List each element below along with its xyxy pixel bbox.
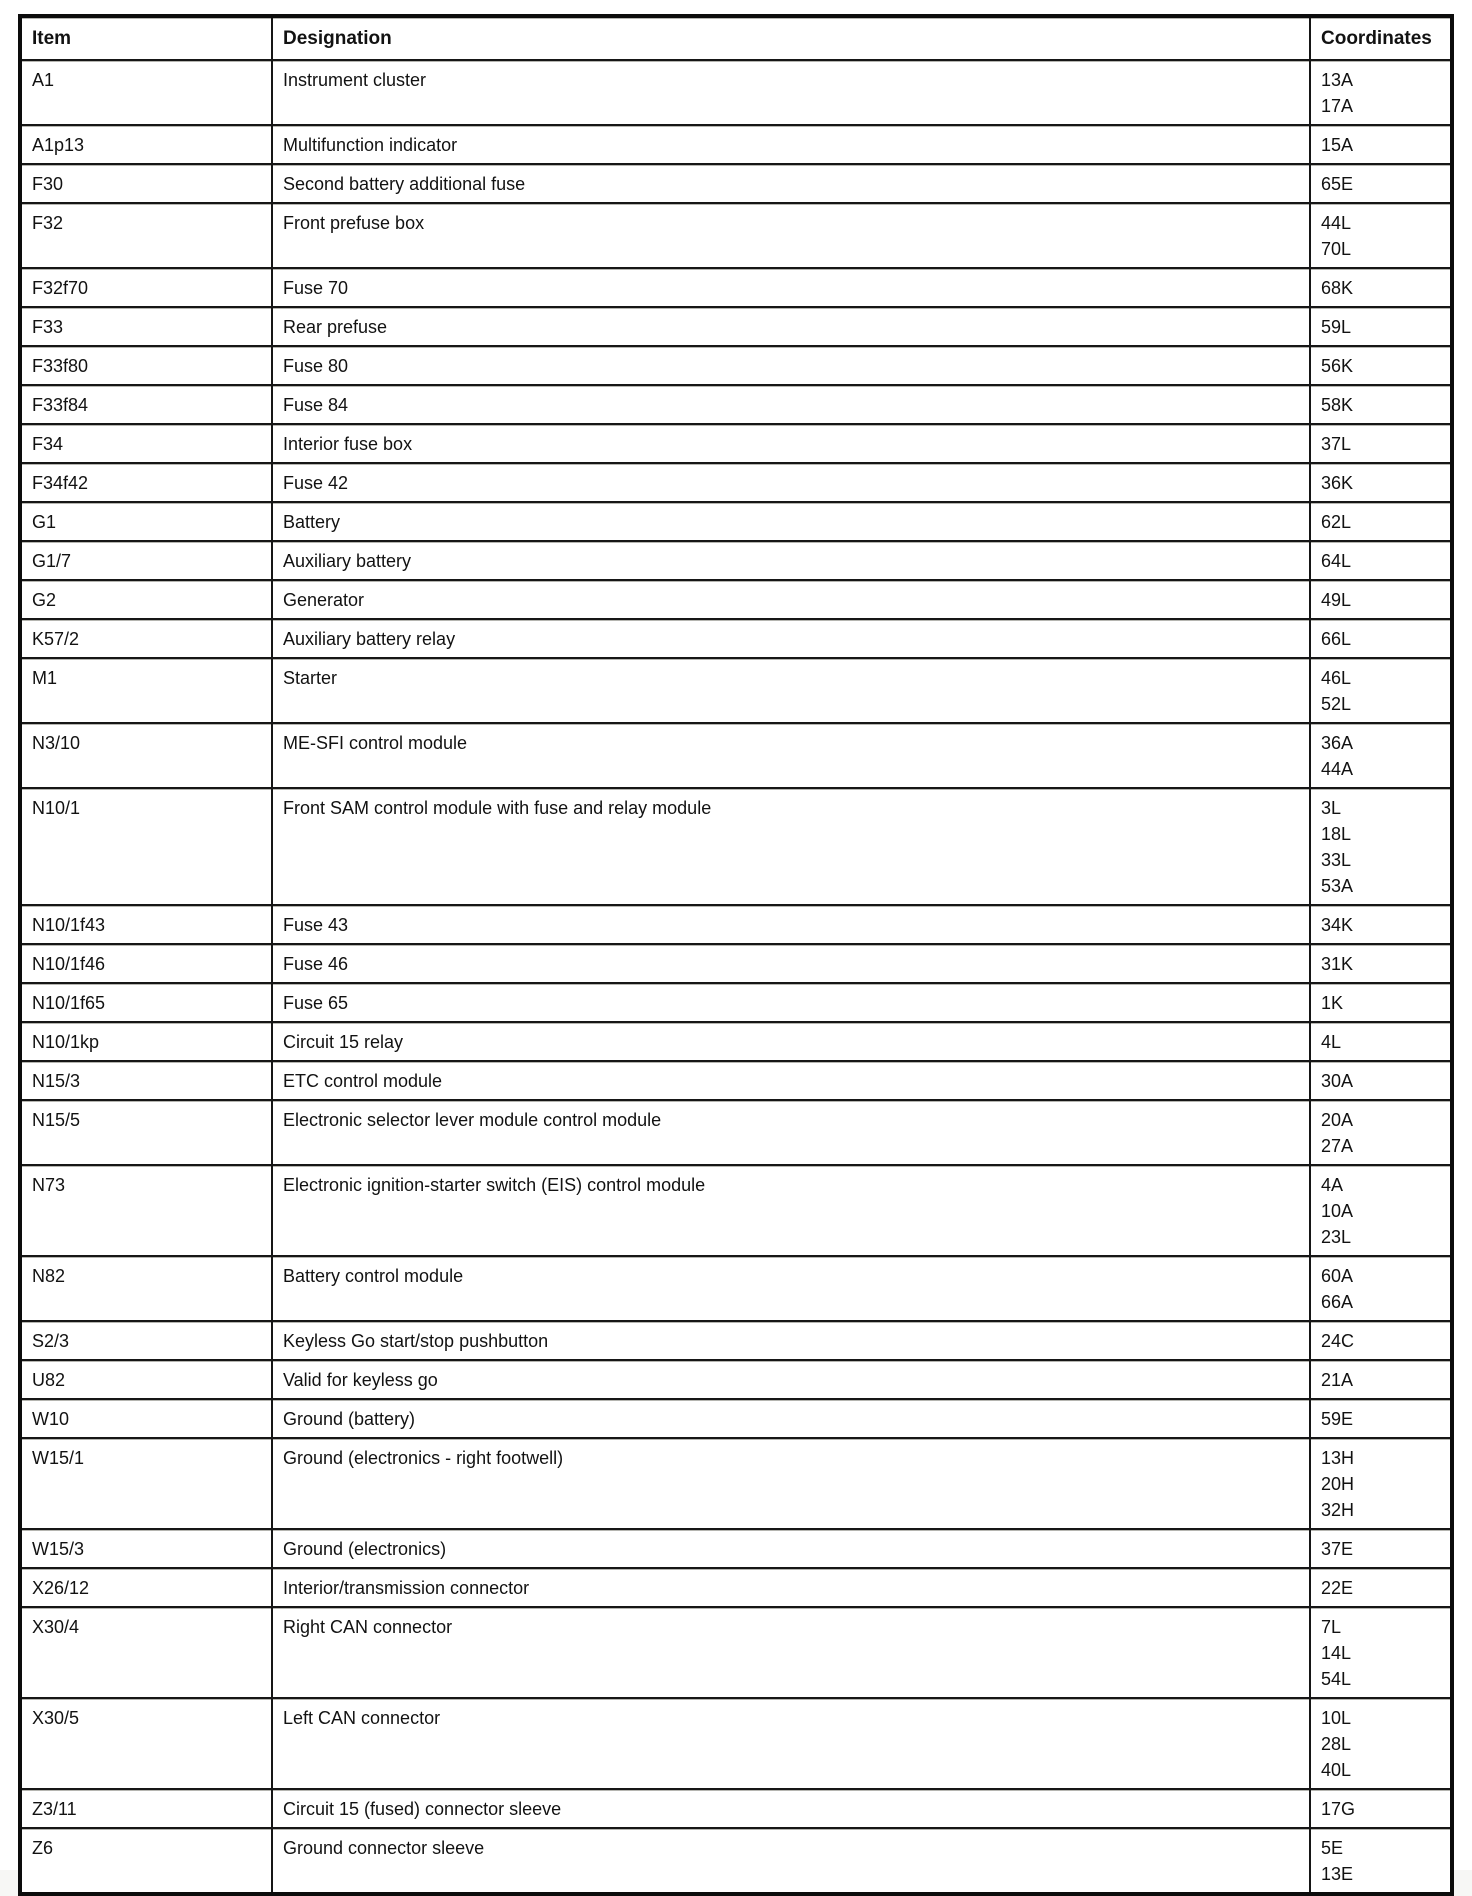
table-row bbox=[20, 1061, 1452, 1100]
coordinates-cell bbox=[1310, 983, 1452, 1022]
coordinates-cell bbox=[1310, 723, 1452, 788]
coordinate-value: 36K bbox=[1321, 473, 1354, 493]
item-cell: N15/5 bbox=[20, 1100, 272, 1165]
coordinates-cell bbox=[1310, 1529, 1452, 1568]
header-coordinates: Coordinates bbox=[1310, 16, 1452, 60]
coordinate-value: 23L bbox=[1321, 1227, 1352, 1247]
coordinate-value: 17G bbox=[1321, 1799, 1356, 1819]
coordinate-value: 33L bbox=[1321, 850, 1352, 870]
table-row bbox=[20, 125, 1452, 164]
coordinate-value: 65E bbox=[1321, 174, 1354, 194]
item-cell: A1p13 bbox=[20, 125, 272, 164]
coordinate-value: 37E bbox=[1321, 1539, 1354, 1559]
coordinate-value: 20H bbox=[1321, 1474, 1355, 1494]
coordinate-value: 1K bbox=[1321, 993, 1344, 1013]
coordinate-value: 31K bbox=[1321, 954, 1354, 974]
coordinates-cell bbox=[1310, 307, 1452, 346]
coordinates-cell bbox=[1310, 580, 1452, 619]
designation-cell: Valid for keyless go bbox=[272, 1360, 1310, 1399]
coordinate-value: 4L bbox=[1321, 1032, 1342, 1052]
table-row bbox=[20, 1100, 1452, 1165]
coordinates-cell bbox=[1310, 1321, 1452, 1360]
coordinate-value: 13A bbox=[1321, 70, 1354, 90]
coordinates-cell bbox=[1310, 541, 1452, 580]
coordinates-cell bbox=[1310, 268, 1452, 307]
item-cell: Z6 bbox=[20, 1828, 272, 1894]
designation-cell: ME-SFI control module bbox=[272, 723, 1310, 788]
table-row bbox=[20, 424, 1452, 463]
designation-cell: Fuse 65 bbox=[272, 983, 1310, 1022]
coordinates-cell bbox=[1310, 619, 1452, 658]
coordinates-cell bbox=[1310, 1022, 1452, 1061]
designation-cell: Fuse 80 bbox=[272, 346, 1310, 385]
table-row bbox=[20, 1256, 1452, 1321]
coordinate-value: 58K bbox=[1321, 395, 1354, 415]
coordinate-value: 7L bbox=[1321, 1617, 1342, 1637]
coordinates-cell bbox=[1310, 164, 1452, 203]
table-row bbox=[20, 905, 1452, 944]
coordinate-value: 20A bbox=[1321, 1110, 1354, 1130]
coordinates-cell bbox=[1310, 1607, 1452, 1698]
coordinate-value: 22E bbox=[1321, 1578, 1354, 1598]
coordinate-value: 21A bbox=[1321, 1370, 1354, 1390]
coordinate-value: 14L bbox=[1321, 1643, 1352, 1663]
item-cell: W10 bbox=[20, 1399, 272, 1438]
designation-cell: Rear prefuse bbox=[272, 307, 1310, 346]
item-cell: X26/12 bbox=[20, 1568, 272, 1607]
coordinates-cell bbox=[1310, 658, 1452, 723]
table-row bbox=[20, 1529, 1452, 1568]
table-body bbox=[20, 60, 1452, 1894]
header-item: Item bbox=[20, 16, 272, 60]
coordinate-value: 36A bbox=[1321, 733, 1354, 753]
coordinate-value: 3L bbox=[1321, 798, 1342, 818]
designation-cell: Right CAN connector bbox=[272, 1607, 1310, 1698]
coordinate-value: 44L bbox=[1321, 213, 1352, 233]
item-cell: F32f70 bbox=[20, 268, 272, 307]
item-cell: G2 bbox=[20, 580, 272, 619]
designation-cell: Ground (battery) bbox=[272, 1399, 1310, 1438]
designation-cell: Ground (electronics - right footwell) bbox=[272, 1438, 1310, 1529]
table-row bbox=[20, 723, 1452, 788]
designation-cell: Battery bbox=[272, 502, 1310, 541]
coordinates-cell bbox=[1310, 1256, 1452, 1321]
table-row bbox=[20, 580, 1452, 619]
item-cell: A1 bbox=[20, 60, 272, 125]
item-cell: N15/3 bbox=[20, 1061, 272, 1100]
coordinate-value: 66L bbox=[1321, 629, 1352, 649]
table-row bbox=[20, 658, 1452, 723]
coordinate-value: 30A bbox=[1321, 1071, 1354, 1091]
designation-cell: Auxiliary battery relay bbox=[272, 619, 1310, 658]
item-cell: W15/3 bbox=[20, 1529, 272, 1568]
coordinate-value: 46L bbox=[1321, 668, 1352, 688]
header-designation: Designation bbox=[272, 16, 1310, 60]
item-cell: U82 bbox=[20, 1360, 272, 1399]
item-cell: M1 bbox=[20, 658, 272, 723]
table-row bbox=[20, 164, 1452, 203]
coordinate-value: 5E bbox=[1321, 1838, 1344, 1858]
table-row bbox=[20, 1438, 1452, 1529]
table-row bbox=[20, 1360, 1452, 1399]
table-row bbox=[20, 541, 1452, 580]
coordinate-value: 10A bbox=[1321, 1201, 1354, 1221]
coordinates-cell bbox=[1310, 502, 1452, 541]
table-header bbox=[20, 16, 1452, 60]
designation-cell: Generator bbox=[272, 580, 1310, 619]
designation-cell: Front prefuse box bbox=[272, 203, 1310, 268]
coordinates-cell bbox=[1310, 788, 1452, 905]
item-cell: F32 bbox=[20, 203, 272, 268]
table-row bbox=[20, 463, 1452, 502]
item-cell: W15/1 bbox=[20, 1438, 272, 1529]
coordinates-cell bbox=[1310, 1061, 1452, 1100]
coordinates-cell bbox=[1310, 1568, 1452, 1607]
item-cell: F34 bbox=[20, 424, 272, 463]
item-cell: F34f42 bbox=[20, 463, 272, 502]
item-cell: S2/3 bbox=[20, 1321, 272, 1360]
coordinate-value: 28L bbox=[1321, 1734, 1352, 1754]
table-row bbox=[20, 60, 1452, 125]
table-row bbox=[20, 1022, 1452, 1061]
designation-cell: Fuse 43 bbox=[272, 905, 1310, 944]
designation-cell: Fuse 46 bbox=[272, 944, 1310, 983]
table-row bbox=[20, 944, 1452, 983]
coordinate-value: 32H bbox=[1321, 1500, 1355, 1520]
item-cell: G1/7 bbox=[20, 541, 272, 580]
item-cell: K57/2 bbox=[20, 619, 272, 658]
coordinate-value: 10L bbox=[1321, 1708, 1352, 1728]
coordinate-value: 62L bbox=[1321, 512, 1352, 532]
coordinates-cell bbox=[1310, 346, 1452, 385]
coordinate-value: 59L bbox=[1321, 317, 1352, 337]
coordinate-value: 44A bbox=[1321, 759, 1354, 779]
coordinate-value: 56K bbox=[1321, 356, 1354, 376]
table-row bbox=[20, 1399, 1452, 1438]
coordinates-cell bbox=[1310, 1438, 1452, 1529]
designation-cell: Multifunction indicator bbox=[272, 125, 1310, 164]
item-cell: N10/1kp bbox=[20, 1022, 272, 1061]
coordinates-cell bbox=[1310, 1828, 1452, 1894]
coordinates-cell bbox=[1310, 1789, 1452, 1828]
designation-cell: Starter bbox=[272, 658, 1310, 723]
table-row bbox=[20, 346, 1452, 385]
item-cell: X30/4 bbox=[20, 1607, 272, 1698]
designation-cell: Circuit 15 (fused) connector sleeve bbox=[272, 1789, 1310, 1828]
designation-cell: ETC control module bbox=[272, 1061, 1310, 1100]
coordinate-value: 34K bbox=[1321, 915, 1354, 935]
designation-cell: Instrument cluster bbox=[272, 60, 1310, 125]
designation-cell: Auxiliary battery bbox=[272, 541, 1310, 580]
item-cell: N73 bbox=[20, 1165, 272, 1256]
designation-cell: Interior fuse box bbox=[272, 424, 1310, 463]
designation-cell: Ground (electronics) bbox=[272, 1529, 1310, 1568]
table-row bbox=[20, 1607, 1452, 1698]
table-row bbox=[20, 307, 1452, 346]
coordinate-value: 24C bbox=[1321, 1331, 1355, 1351]
designation-cell: Fuse 70 bbox=[272, 268, 1310, 307]
coordinate-value: 68K bbox=[1321, 278, 1354, 298]
item-cell: G1 bbox=[20, 502, 272, 541]
designation-cell: Second battery additional fuse bbox=[272, 164, 1310, 203]
coordinates-cell bbox=[1310, 60, 1452, 125]
designation-cell: Interior/transmission connector bbox=[272, 1568, 1310, 1607]
item-cell: N10/1 bbox=[20, 788, 272, 905]
coordinates-cell bbox=[1310, 1698, 1452, 1789]
coordinate-value: 17A bbox=[1321, 96, 1354, 116]
coordinate-value: 15A bbox=[1321, 135, 1354, 155]
designation-cell: Front SAM control module with fuse and relay module bbox=[272, 788, 1310, 905]
item-cell: N10/1f43 bbox=[20, 905, 272, 944]
item-cell: N3/10 bbox=[20, 723, 272, 788]
coordinate-value: 54L bbox=[1321, 1669, 1352, 1689]
component-legend-table bbox=[18, 14, 1454, 1896]
item-cell: N10/1f65 bbox=[20, 983, 272, 1022]
table-row bbox=[20, 502, 1452, 541]
item-cell: F33f84 bbox=[20, 385, 272, 424]
coordinate-value: 18L bbox=[1321, 824, 1352, 844]
coordinate-value: 66A bbox=[1321, 1292, 1354, 1312]
designation-cell: Electronic ignition-starter switch (EIS) control module bbox=[272, 1165, 1310, 1256]
coordinates-cell bbox=[1310, 1360, 1452, 1399]
designation-cell: Keyless Go start/stop pushbutton bbox=[272, 1321, 1310, 1360]
table-row bbox=[20, 268, 1452, 307]
coordinates-cell bbox=[1310, 203, 1452, 268]
coordinates-cell bbox=[1310, 1100, 1452, 1165]
designation-cell: Fuse 42 bbox=[272, 463, 1310, 502]
designation-cell: Battery control module bbox=[272, 1256, 1310, 1321]
item-cell: Z3/11 bbox=[20, 1789, 272, 1828]
coordinate-value: 13H bbox=[1321, 1448, 1355, 1468]
coordinates-cell bbox=[1310, 385, 1452, 424]
designation-cell: Circuit 15 relay bbox=[272, 1022, 1310, 1061]
table-row bbox=[20, 385, 1452, 424]
coordinate-value: 52L bbox=[1321, 694, 1352, 714]
item-cell: X30/5 bbox=[20, 1698, 272, 1789]
designation-cell: Fuse 84 bbox=[272, 385, 1310, 424]
table-row bbox=[20, 203, 1452, 268]
coordinates-cell bbox=[1310, 1165, 1452, 1256]
designation-cell: Left CAN connector bbox=[272, 1698, 1310, 1789]
coordinate-value: 70L bbox=[1321, 239, 1352, 259]
header-row bbox=[20, 16, 1452, 60]
table-row bbox=[20, 1568, 1452, 1607]
coordinate-value: 53A bbox=[1321, 876, 1354, 896]
table-row bbox=[20, 1828, 1452, 1894]
coordinates-cell bbox=[1310, 944, 1452, 983]
table-row bbox=[20, 983, 1452, 1022]
coordinate-value: 64L bbox=[1321, 551, 1352, 571]
coordinate-value: 60A bbox=[1321, 1266, 1354, 1286]
coordinates-cell bbox=[1310, 424, 1452, 463]
coordinate-value: 40L bbox=[1321, 1760, 1352, 1780]
coordinate-value: 59E bbox=[1321, 1409, 1354, 1429]
item-cell: F30 bbox=[20, 164, 272, 203]
item-cell: N10/1f46 bbox=[20, 944, 272, 983]
table-row bbox=[20, 1321, 1452, 1360]
table-row bbox=[20, 1789, 1452, 1828]
coordinate-value: 49L bbox=[1321, 590, 1352, 610]
table-row bbox=[20, 1165, 1452, 1256]
coordinate-value: 13E bbox=[1321, 1864, 1354, 1884]
table-row bbox=[20, 788, 1452, 905]
table-row bbox=[20, 1698, 1452, 1789]
coordinate-value: 27A bbox=[1321, 1136, 1354, 1156]
coordinate-value: 4A bbox=[1321, 1175, 1344, 1195]
coordinate-value: 37L bbox=[1321, 434, 1352, 454]
designation-cell: Ground connector sleeve bbox=[272, 1828, 1310, 1894]
item-cell: F33 bbox=[20, 307, 272, 346]
coordinates-cell bbox=[1310, 463, 1452, 502]
coordinates-cell bbox=[1310, 1399, 1452, 1438]
table-row bbox=[20, 619, 1452, 658]
item-cell: N82 bbox=[20, 1256, 272, 1321]
coordinates-cell bbox=[1310, 125, 1452, 164]
item-cell: F33f80 bbox=[20, 346, 272, 385]
coordinates-cell bbox=[1310, 905, 1452, 944]
designation-cell: Electronic selector lever module control module bbox=[272, 1100, 1310, 1165]
